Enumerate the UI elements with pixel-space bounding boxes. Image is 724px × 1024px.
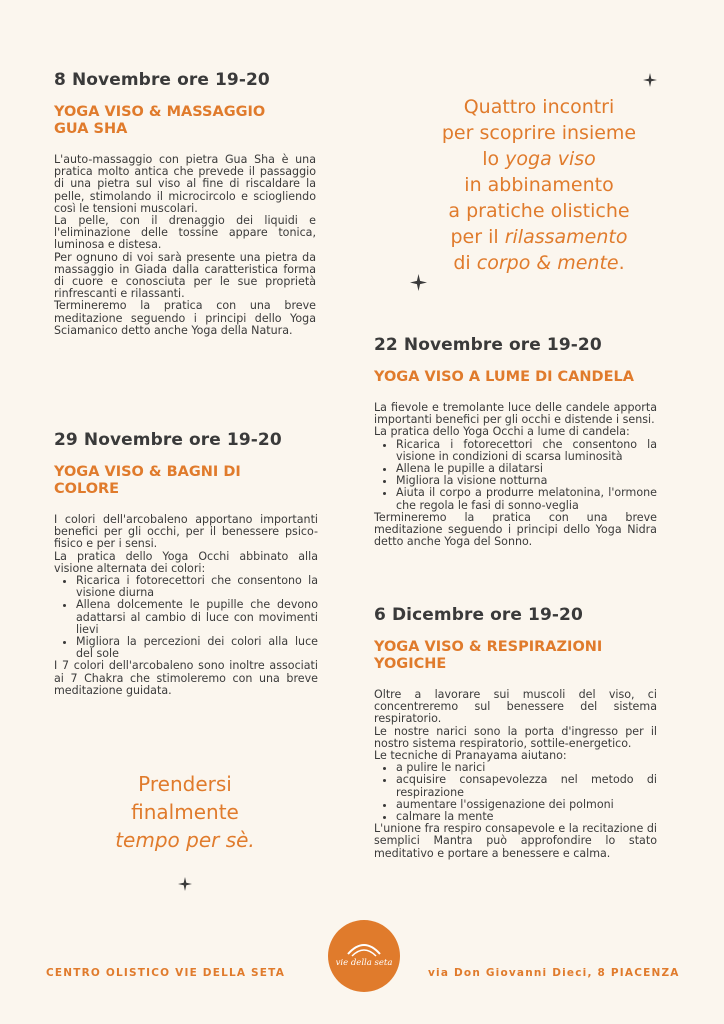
event-bullet-list [374,439,657,512]
footer-center-name: CENTRO OLISTICO VIE DELLA SETA [46,967,286,979]
event-bullet-list [374,762,657,823]
event-date: 6 Dicembre ore 19-20 [374,605,583,625]
event-date: 29 Novembre ore 19-20 [54,430,282,450]
list-item: • Migliora la percezioni dei colori alla luce del sole [76,636,318,660]
list-item: • Ricarica i fotorecettori che consentono la visione diurna [76,575,318,599]
list-item: • acquisire consapevolezza nel metodo di respirazione [396,774,657,798]
list-item: • Ricarica i fotorecettori che consentono la visione in condizioni di scarsa luminosità [396,439,657,463]
logo-text: vie della seta [335,958,393,968]
closing-quote: Prendersi finalmente tempo per sè. [115,772,255,852]
list-item: • aumentare l'ossigenazione dei polmoni [396,799,657,811]
list-item: • Migliora la visione notturna [396,475,657,487]
logo [328,920,400,992]
intro-quote: Quattro incontri per scoprire insieme lo yoga viso in abbinamento a pratiche olistiche per il rilassamento di corpo & mente. [441,96,637,274]
event-1 [54,70,316,337]
event-2 [54,430,318,697]
event-title: YOGA VISO & MASSAGGIO GUA SHA [54,104,266,137]
event-bullet-list [54,575,318,660]
list-item: • a pulire le narici [396,762,657,774]
footer-address: via Don Giovanni Dieci, 8 PIACENZA [428,967,680,979]
event-description: L'auto-massaggio con pietra Gua Sha è una pratica molto antica che prevede il passaggio di una pietra sul viso al fine di riscaldare la pelle, stimolando il microcircolo e sciogliendo così le tensioni muscolari. La pelle, con il drenaggio dei liquidi e l'eliminazione delle tossine appare tonica, luminosa e distesa. Per ognuno di voi sarà presente una pietra da massaggio in Giada dalla caratteristica forma di cuore e conosciuta per le sue proprietà rinfrescanti e rilassanti. Termineremo la pratica con una breve meditazione seguendo i principi dello Yoga Sciamanico detto anche Yoga della Natura. [54,153,316,337]
event-description: Oltre a lavorare sui muscoli del viso, ci concentreremo sul benessere del sistema respiratorio. Le nostre narici sono la porta d'ingresso per il nostro sistema respiratorio, sottile-energetico. Le tecniche di Pranayama aiutano: • a pulire le narici • acquisire consapevolezza nel metodo di respirazione • aumentare l'ossigenazione dei polmoni • calmare la mente L'unione fra respiro consapevole e la recitazione di semplici Mantra può approfondire lo stato meditativo e portare a benessere e calma. [374,689,657,860]
event-description: La fievole e tremolante luce delle candele apporta importanti benefici per gli occhi e distende i sensi. La pratica dello Yoga Occhi a lume di candela: • Ricarica i fotorecettori che consentono la visione in condizioni di scarsa luminosità • Allena le pupille a dilatarsi • Migliora la visione notturna • Aiuta il corpo a produrre melatonina, l'ormone che regola le fasi di sonno-veglia Termineremo la pratica con una breve meditazione seguendo i principi dello Yoga Nidra detto anche Yoga del Sonno. [374,402,657,548]
event-title: YOGA VISO & BAGNI DI COLORE [54,464,241,497]
event-4 [374,605,657,860]
list-item: • calmare la mente [396,811,657,823]
event-description: I colori dell'arcobaleno apportano importanti benefici per gli occhi, per il benessere psico-fisico e per i sensi. La pratica dello Yoga Occhi abbinato alla visione alternata dei colori: • Ricarica i fotorecettori che consentono la visione diurna • Allena dolcemente le pupille che devono adattarsi al cambio di luce con movimenti lievi • Migliora la percezioni dei colori alla luce del sole I 7 colori dell'arcobaleno sono inoltre associati ai 7 Chakra che stimoleremo con una breve meditazione guidata. [54,514,318,697]
logo-arc-icon [328,920,400,992]
list-item: • Allena le pupille a dilatarsi [396,463,657,475]
list-item: • Aiuta il corpo a produrre melatonina, l'ormone che regola le fasi di sonno-veglia [396,487,657,511]
sparkle-star-icon [643,73,657,87]
event-date: 22 Novembre ore 19-20 [374,335,602,355]
sparkle-star-icon [410,274,427,291]
list-item: • Allena dolcemente le pupille che devono adattarsi al cambio di luce con movimenti lievi [76,599,318,636]
sparkle-star-icon [178,877,192,891]
event-title: YOGA VISO A LUME DI CANDELA [374,369,634,385]
event-3 [374,335,657,548]
event-title: YOGA VISO & RESPIRAZIONI YOGICHE [374,639,603,672]
event-date: 8 Novembre ore 19-20 [54,70,270,90]
